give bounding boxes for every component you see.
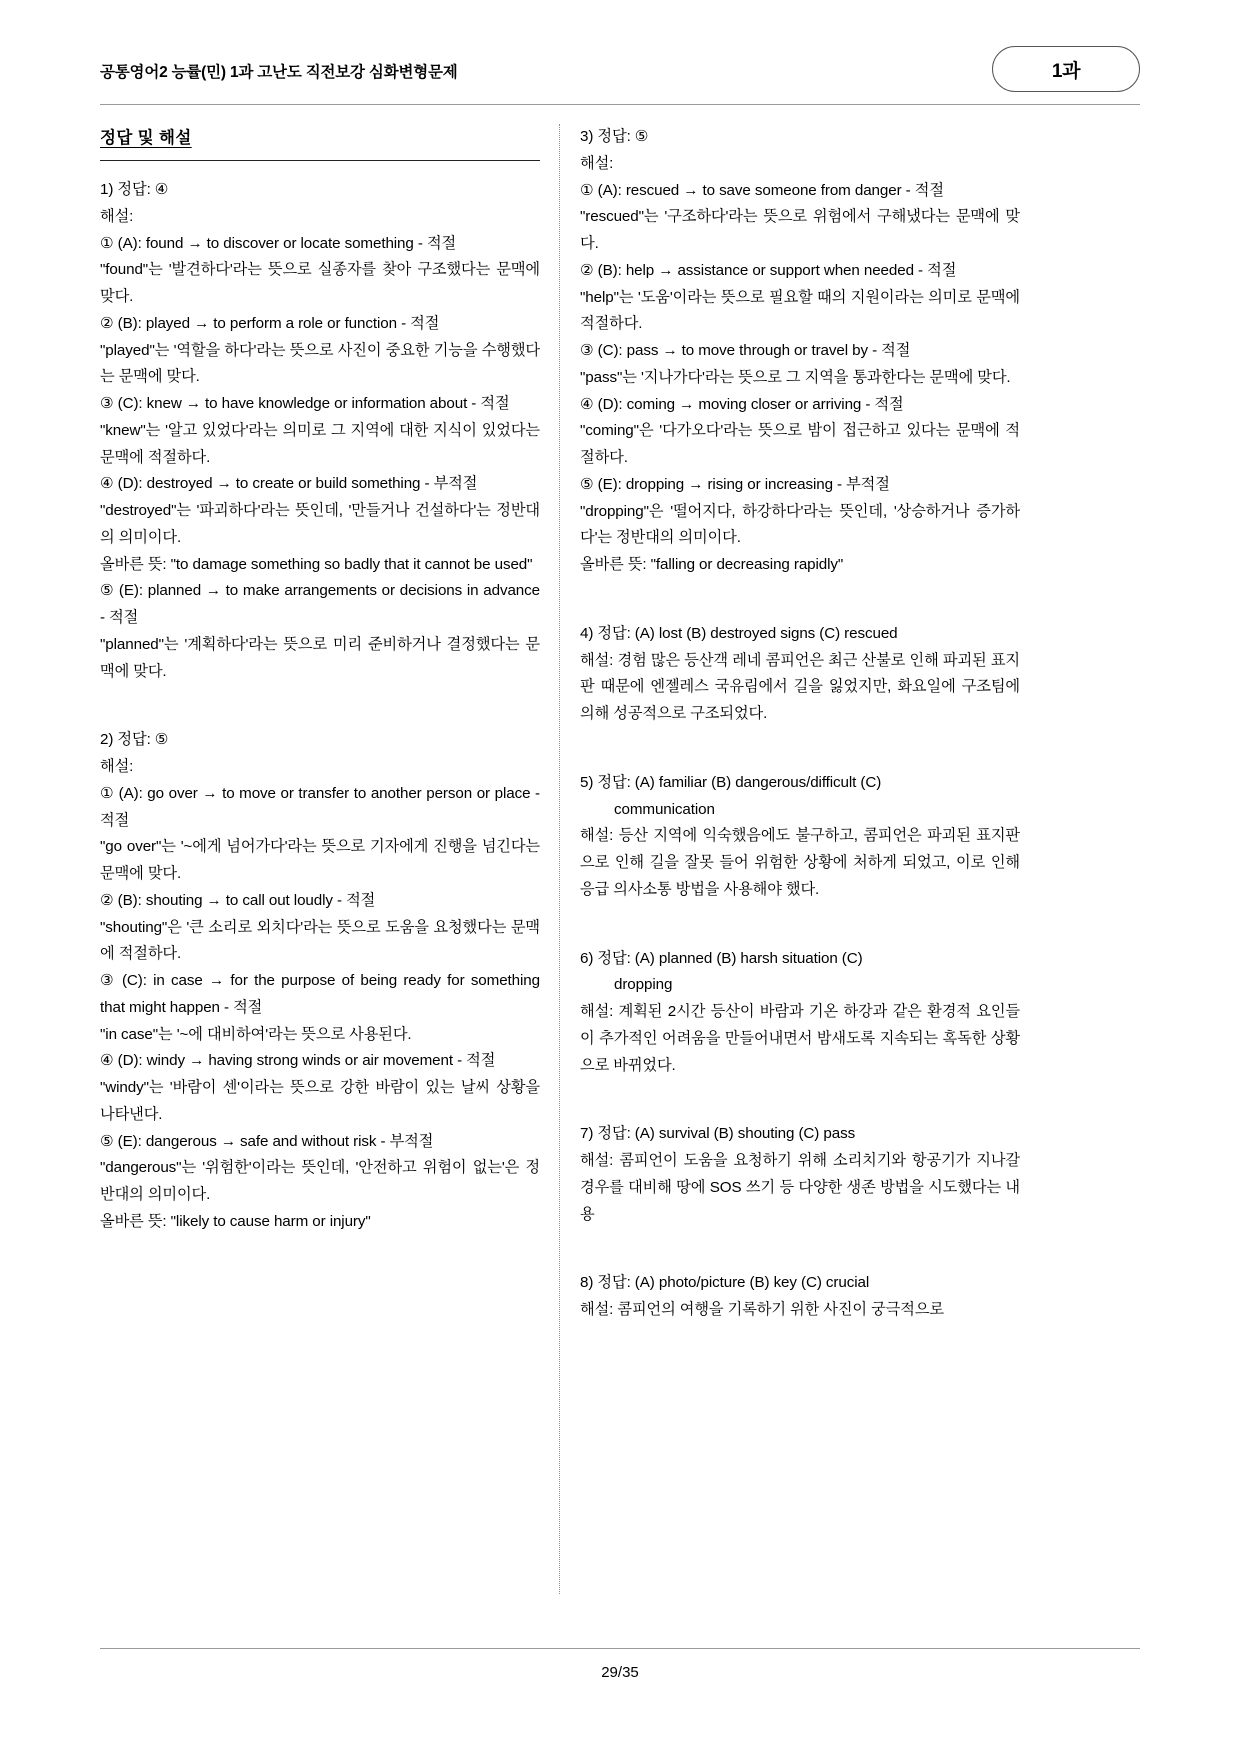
answer-item-1 bbox=[100, 177, 540, 685]
explanation-label: 해설: bbox=[100, 758, 134, 775]
explanation-line: "in case"는 '~에 대비하여'라는 뜻으로 사용된다. bbox=[100, 1025, 412, 1043]
answer-line: 1) 정답: ④ bbox=[100, 181, 169, 198]
item-spacer bbox=[580, 728, 1020, 770]
explanation-line: "dangerous"는 '위험한'이라는 뜻인데, '안전하고 위험이 없는'은 정반대의 의미이다. bbox=[100, 1159, 540, 1203]
section-title-rule bbox=[100, 160, 540, 161]
answer-item-2 bbox=[100, 727, 540, 1235]
explanation-line: "knew"는 '알고 있었다'라는 의미로 그 지역에 대한 지식이 있었다는 문맥에 적절하다. bbox=[100, 421, 540, 466]
explanation-line: "shouting"은 '큰 소리로 외치다'라는 뜻으로 도움을 요청했다는 문맥에 적절하다. bbox=[100, 918, 540, 963]
answer-item-7 bbox=[580, 1121, 1020, 1228]
explanation-text: 해설: 등산 지역에 익숙했음에도 불구하고, 콤피언은 파괴된 표지판으로 인해 길을 잘못 들어 위험한 상황에 처하게 되었고, 이로 인해 응급 의사소통 방법을 사용해야 했다. bbox=[580, 827, 1020, 898]
explanation-label: 해설: bbox=[100, 207, 134, 225]
explanation-line: ③ (C): pass → to move through or travel by - 적절 bbox=[580, 342, 911, 359]
explanation-line: 올바른 뜻: "falling or decreasing rapidly" bbox=[580, 556, 844, 573]
page-title: 정답 및 해설 bbox=[100, 129, 192, 147]
answer-item-8 bbox=[580, 1270, 1020, 1324]
two-column-body bbox=[100, 124, 1140, 1604]
explanation-line: ③ (C): in case → for the purpose of being ready for something that might happen - 적절 bbox=[100, 972, 540, 1016]
explanation-line: "destroyed"는 '파괴하다'라는 뜻인데, '만들거나 건설하다'는 정반대의 의미이다. bbox=[100, 502, 540, 546]
item-spacer bbox=[580, 1228, 1020, 1270]
explanation-line: ④ (D): coming → moving closer or arriving - 적절 bbox=[580, 395, 904, 413]
answer-item-6 bbox=[580, 946, 1020, 1080]
explanation-line: "windy"는 '바람이 센'이라는 뜻으로 강한 바람이 있는 날씨 상황을 나타낸다. bbox=[100, 1079, 540, 1123]
explanation-text: 해설: 경험 많은 등산객 레네 콤피언은 최근 산불로 인해 파괴된 표지판 때문에 엔젤레스 국유림에서 길을 잃었지만, 화요일에 구조팀에 의해 성공적으로 구조되었다. bbox=[580, 651, 1020, 722]
explanation-line: ⑤ (E): dropping → rising or increasing - 부적절 bbox=[580, 475, 890, 493]
explanation-line: ③ (C): knew → to have knowledge or information about - 적절 bbox=[100, 395, 510, 412]
answer-line: 4) 정답: (A) lost (B) destroyed signs (C) rescued bbox=[580, 624, 898, 642]
lesson-badge: 1과 bbox=[992, 46, 1140, 92]
answer-item-3 bbox=[580, 124, 1020, 579]
answer-line-cont: communication bbox=[614, 800, 715, 818]
explanation-line: ① (A): found → to discover or locate something - 적절 bbox=[100, 234, 457, 252]
answer-line-cont: dropping bbox=[614, 976, 673, 994]
explanation-line: "played"는 '역할을 하다'라는 뜻으로 사진이 중요한 기능을 수행했다는 문맥에 맞다. bbox=[100, 341, 540, 386]
answer-line: 8) 정답: (A) photo/picture (B) key (C) crucial bbox=[580, 1274, 870, 1292]
item-spacer bbox=[580, 904, 1020, 946]
answer-item-5 bbox=[580, 770, 1020, 904]
answer-line: 5) 정답: (A) familiar (B) dangerous/difficult (C) bbox=[580, 773, 882, 791]
page-header bbox=[100, 46, 1140, 102]
explanation-line: ① (A): rescued → to save someone from danger - 적절 bbox=[580, 181, 944, 199]
explanation-line: "rescued"는 '구조하다'라는 뜻으로 위험에서 구해냈다는 문맥에 맞다. bbox=[580, 208, 1020, 252]
explanation-text: 해설: 계획된 2시간 등산이 바람과 기온 하강과 같은 환경적 요인들이 추가적인 어려움을 만들어내면서 밤새도록 지속되는 혹독한 상황으로 바뀌었다. bbox=[580, 1003, 1020, 1074]
explanation-line: ② (B): played → to perform a role or function - 적절 bbox=[100, 314, 440, 332]
explanation-label: 해설: bbox=[580, 154, 614, 172]
explanation-line: ④ (D): windy → having strong winds or air movement - 적절 bbox=[100, 1052, 496, 1070]
answer-line: 2) 정답: ⑤ bbox=[100, 731, 169, 749]
left-column bbox=[100, 124, 540, 1604]
explanation-text: 해설: 콤피언이 도움을 요청하기 위해 소리치기와 항공기가 지나갈 경우를 대비해 땅에 SOS 쓰기 등 다양한 생존 방법을 시도했다는 내용 bbox=[580, 1152, 1020, 1223]
explanation-line: "pass"는 '지나가다'라는 뜻으로 그 지역을 통과한다는 문맥에 맞다. bbox=[580, 368, 1011, 386]
explanation-text: 해설: 콤피언의 여행을 기록하기 위한 사진이 궁극적으로 bbox=[580, 1301, 944, 1318]
column-divider bbox=[559, 124, 560, 1594]
explanation-line: ① (A): go over → to move or transfer to another person or place - 적절 bbox=[100, 784, 540, 829]
explanation-line: "found"는 '발견하다'라는 뜻으로 실종자를 찾아 구조했다는 문맥에 맞다. bbox=[100, 261, 540, 305]
answer-line: 7) 정답: (A) survival (B) shouting (C) pass bbox=[580, 1125, 856, 1143]
footer-divider bbox=[100, 1648, 1140, 1649]
explanation-line: ④ (D): destroyed → to create or build something - 부적절 bbox=[100, 475, 478, 493]
explanation-line: ② (B): shouting → to call out loudly - 적절 bbox=[100, 891, 376, 909]
page-number: 29/35 bbox=[601, 1664, 639, 1681]
answer-item-4 bbox=[580, 621, 1020, 728]
answer-line: 3) 정답: ⑤ bbox=[580, 128, 649, 145]
explanation-line: 올바른 뜻: "likely to cause harm or injury" bbox=[100, 1212, 371, 1230]
header-divider bbox=[100, 104, 1140, 105]
explanation-line: "coming"은 '다가오다'라는 뜻으로 밤이 접근하고 있다는 문맥에 적절하다. bbox=[580, 422, 1020, 466]
explanation-line: 올바른 뜻: "to damage something so badly that it cannot be used" bbox=[100, 555, 533, 573]
explanation-line: "help"는 '도움'이라는 뜻으로 필요할 때의 지원이라는 의미로 문맥에 적절하다. bbox=[580, 288, 1020, 333]
explanation-line: "dropping"은 '떨어지다, 하강하다'라는 뜻인데, '상승하거나 증가하다'는 정반대의 의미이다. bbox=[580, 502, 1020, 547]
right-column bbox=[580, 124, 1020, 1604]
explanation-line: "planned"는 '계획하다'라는 뜻으로 미리 준비하거나 결정했다는 문맥에 맞다. bbox=[100, 635, 540, 680]
answer-line: 6) 정답: (A) planned (B) harsh situation (C) bbox=[580, 949, 863, 967]
explanation-line: "go over"는 '~에게 넘어가다'라는 뜻으로 기자에게 진행을 넘긴다는 문맥에 맞다. bbox=[100, 838, 540, 882]
explanation-line: ② (B): help → assistance or support when needed - 적절 bbox=[580, 261, 957, 279]
item-spacer bbox=[580, 579, 1020, 621]
item-spacer bbox=[100, 685, 540, 727]
explanation-line: ⑤ (E): planned → to make arrangements or decisions in advance - 적절 bbox=[100, 582, 540, 626]
explanation-line: ⑤ (E): dangerous → safe and without risk - 부적절 bbox=[100, 1132, 434, 1150]
header-title: 공통영어2 능률(민) 1과 고난도 직전보강 심화변형문제 bbox=[100, 64, 458, 81]
item-spacer bbox=[580, 1079, 1020, 1121]
